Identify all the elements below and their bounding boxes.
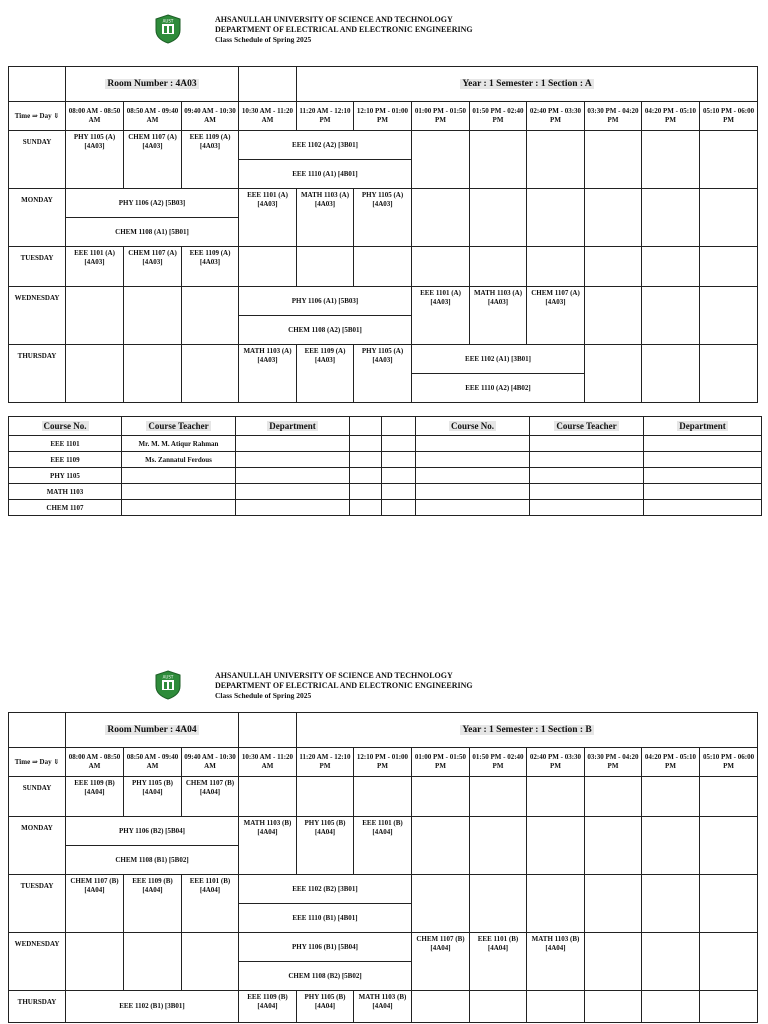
time-slot: 03:30 PM - 04:20 PM [585, 102, 642, 131]
class-cell: PHY 1105 (A) [4A03] [354, 345, 412, 403]
header-text [215, 15, 473, 45]
empty-cell [585, 817, 642, 875]
class-cell: EEE 1102 (B2) [3B01] [239, 875, 412, 904]
empty-cell [585, 189, 642, 247]
empty-cell [585, 933, 642, 991]
schedule-title: Class Schedule of Spring 2025 [215, 35, 312, 44]
class-cell: CHEM 1107 (B) [4A04] [66, 875, 124, 933]
blank-cell [239, 67, 297, 102]
time-slot: 08:50 AM - 09:40 AM [124, 102, 182, 131]
empty-cell [412, 777, 470, 817]
empty-cell [527, 991, 585, 1023]
time-slot: 08:00 AM - 08:50 AM [66, 748, 124, 777]
svg-text:AUST: AUST [162, 674, 174, 680]
time-day-label: Time ⇒ Day ⇓ [9, 102, 66, 131]
empty-cell [297, 777, 354, 817]
empty-cell [66, 287, 124, 345]
header-course-teacher: Course Teacher [530, 417, 644, 436]
empty-cell [470, 875, 527, 933]
time-slot: 11:20 AM - 12:10 PM [297, 748, 354, 777]
table-row [9, 436, 762, 452]
department-name: DEPARTMENT OF ELECTRICAL AND ELECTRONIC ENGINEERING [215, 681, 473, 690]
empty-cell [182, 933, 239, 991]
empty-cell [585, 287, 642, 345]
empty-cell [470, 777, 527, 817]
class-cell: MATH 1103 (A) [4A03] [470, 287, 527, 345]
header-course-teacher: Course Teacher [122, 417, 236, 436]
empty-cell [527, 875, 585, 933]
blank-cell [350, 417, 382, 436]
class-cell: PHY 1105 (A) [4A03] [66, 131, 124, 189]
class-cell: CHEM 1107 (B) [4A04] [182, 777, 239, 817]
header-course-no: Course No. [9, 417, 122, 436]
class-cell: PHY 1106 (B2) [5B04] [66, 817, 239, 846]
class-cell: CHEM 1108 (A2) [5B01] [239, 316, 412, 345]
empty-cell [642, 933, 700, 991]
day-monday: MONDAY [9, 189, 66, 247]
time-slot: 02:40 PM - 03:30 PM [527, 102, 585, 131]
time-slot: 12:10 PM - 01:00 PM [354, 102, 412, 131]
class-cell: PHY 1105 (B) [4A04] [297, 817, 354, 875]
day-sunday: SUNDAY [9, 777, 66, 817]
university-logo-icon [154, 14, 182, 44]
header-text [215, 671, 473, 701]
class-cell: EEE 1109 (B) [4A04] [239, 991, 297, 1023]
table-row [9, 500, 762, 516]
empty-cell [527, 817, 585, 875]
empty-cell [412, 247, 470, 287]
empty-cell [642, 817, 700, 875]
course-teacher-table [8, 416, 762, 516]
empty-cell [470, 189, 527, 247]
empty-cell [700, 991, 758, 1023]
course-no: CHEM 1107 [9, 500, 122, 516]
department-name: DEPARTMENT OF ELECTRICAL AND ELECTRONIC ENGINEERING [215, 25, 473, 34]
room-number: Room Number : 4A03 [66, 67, 239, 102]
schedule-table-section-b [8, 712, 758, 1023]
class-cell: CHEM 1107 (A) [4A03] [527, 287, 585, 345]
time-slot: 09:40 AM - 10:30 AM [182, 102, 239, 131]
blank-cell [9, 713, 66, 748]
empty-cell [700, 345, 758, 403]
empty-cell [642, 247, 700, 287]
time-slot: 01:50 PM - 02:40 PM [470, 748, 527, 777]
class-cell: EEE 1101 (B) [4A04] [354, 817, 412, 875]
schedule-table-section-a [8, 66, 758, 403]
room-number: Room Number : 4A04 [66, 713, 239, 748]
day-sunday: SUNDAY [9, 131, 66, 189]
blank-cell [382, 417, 416, 436]
day-wednesday: WEDNESDAY [9, 933, 66, 991]
course-teacher [122, 484, 236, 500]
day-tuesday: TUESDAY [9, 875, 66, 933]
time-slot: 10:30 AM - 11:20 AM [239, 102, 297, 131]
empty-cell [700, 247, 758, 287]
empty-cell [642, 287, 700, 345]
empty-cell [412, 189, 470, 247]
class-cell: EEE 1110 (A2) [4B02] [412, 374, 585, 403]
time-slot: 08:50 AM - 09:40 AM [124, 748, 182, 777]
empty-cell [527, 247, 585, 287]
class-cell: PHY 1106 (A2) [5B03] [66, 189, 239, 218]
time-slot: 10:30 AM - 11:20 AM [239, 748, 297, 777]
empty-cell [642, 991, 700, 1023]
class-cell: MATH 1103 (A) [4A03] [239, 345, 297, 403]
empty-cell [297, 247, 354, 287]
header-department: Department [644, 417, 762, 436]
empty-cell [585, 131, 642, 189]
time-slot: 01:00 PM - 01:50 PM [412, 748, 470, 777]
blank-cell [9, 67, 66, 102]
course-no: PHY 1105 [9, 468, 122, 484]
day-wednesday: WEDNESDAY [9, 287, 66, 345]
time-slot: 01:50 PM - 02:40 PM [470, 102, 527, 131]
day-thursday: THURSDAY [9, 345, 66, 403]
class-cell: EEE 1109 (A) [4A03] [297, 345, 354, 403]
course-teacher: Ms. Zannatul Ferdous [122, 452, 236, 468]
university-name: AHSANULLAH UNIVERSITY OF SCIENCE AND TECHNOLOGY [215, 671, 453, 680]
empty-cell [124, 933, 182, 991]
course-no: EEE 1101 [9, 436, 122, 452]
class-cell: MATH 1103 (B) [4A04] [354, 991, 412, 1023]
empty-cell [470, 131, 527, 189]
time-slot: 12:10 PM - 01:00 PM [354, 748, 412, 777]
time-slot: 09:40 AM - 10:30 AM [182, 748, 239, 777]
class-cell: PHY 1106 (B1) [5B04] [239, 933, 412, 962]
class-cell: PHY 1105 (B) [4A04] [124, 777, 182, 817]
day-thursday: THURSDAY [9, 991, 66, 1023]
empty-cell [66, 345, 124, 403]
empty-cell [642, 131, 700, 189]
class-cell: EEE 1109 (A) [4A03] [182, 247, 239, 287]
time-day-label: Time ⇒ Day ⇓ [9, 748, 66, 777]
class-cell: EEE 1101 (B) [4A04] [182, 875, 239, 933]
section-title: Year : 1 Semester : 1 Section : A [297, 67, 758, 102]
empty-cell [182, 287, 239, 345]
class-cell: MATH 1103 (A) [4A03] [297, 189, 354, 247]
empty-cell [470, 817, 527, 875]
time-slot: 11:20 AM - 12:10 PM [297, 102, 354, 131]
class-cell: CHEM 1108 (B1) [5B02] [66, 846, 239, 875]
time-slot: 08:00 AM - 08:50 AM [66, 102, 124, 131]
empty-cell [412, 991, 470, 1023]
time-slot: 04:20 PM - 05:10 PM [642, 748, 700, 777]
class-cell: CHEM 1108 (B2) [5B02] [239, 962, 412, 991]
class-cell: MATH 1103 (B) [4A04] [527, 933, 585, 991]
empty-cell [700, 189, 758, 247]
blank-cell [239, 713, 297, 748]
university-name: AHSANULLAH UNIVERSITY OF SCIENCE AND TECHNOLOGY [215, 15, 453, 24]
class-cell: EEE 1110 (A1) [4B01] [239, 160, 412, 189]
section-title: Year : 1 Semester : 1 Section : B [297, 713, 758, 748]
empty-cell [239, 247, 297, 287]
table-row [9, 484, 762, 500]
time-slot: 05:10 PM - 06:00 PM [700, 102, 758, 131]
empty-cell [700, 875, 758, 933]
table-row [9, 468, 762, 484]
time-slot: 03:30 PM - 04:20 PM [585, 748, 642, 777]
empty-cell [470, 991, 527, 1023]
header-department: Department [236, 417, 350, 436]
class-cell: CHEM 1108 (A1) [5B01] [66, 218, 239, 247]
empty-cell [585, 875, 642, 933]
empty-cell [585, 345, 642, 403]
day-tuesday: TUESDAY [9, 247, 66, 287]
class-cell: EEE 1102 (A1) [3B01] [412, 345, 585, 374]
empty-cell [642, 345, 700, 403]
empty-cell [642, 777, 700, 817]
header-course-no: Course No. [416, 417, 530, 436]
class-cell: PHY 1105 (A) [4A03] [354, 189, 412, 247]
empty-cell [642, 875, 700, 933]
empty-cell [124, 345, 182, 403]
empty-cell [124, 287, 182, 345]
header-section-a [0, 14, 768, 54]
empty-cell [700, 933, 758, 991]
class-cell: CHEM 1107 (A) [4A03] [124, 131, 182, 189]
empty-cell [354, 777, 412, 817]
time-slot: 01:00 PM - 01:50 PM [412, 102, 470, 131]
header-section-b [0, 670, 768, 710]
course-no: EEE 1109 [9, 452, 122, 468]
university-logo-icon [154, 670, 182, 700]
empty-cell [527, 131, 585, 189]
empty-cell [527, 189, 585, 247]
time-slot: 02:40 PM - 03:30 PM [527, 748, 585, 777]
course-no: MATH 1103 [9, 484, 122, 500]
class-cell: EEE 1101 (A) [4A03] [239, 189, 297, 247]
day-monday: MONDAY [9, 817, 66, 875]
class-cell: EEE 1101 (A) [4A03] [66, 247, 124, 287]
empty-cell [412, 817, 470, 875]
class-cell: EEE 1101 (A) [4A03] [412, 287, 470, 345]
empty-cell [239, 777, 297, 817]
class-cell: PHY 1105 (B) [4A04] [297, 991, 354, 1023]
course-teacher: Mr. M. M. Atiqur Rahman [122, 436, 236, 452]
class-cell: MATH 1103 (B) [4A04] [239, 817, 297, 875]
course-teacher [122, 500, 236, 516]
class-cell: EEE 1110 (B1) [4B01] [239, 904, 412, 933]
empty-cell [470, 247, 527, 287]
class-cell: EEE 1102 (A2) [3B01] [239, 131, 412, 160]
class-cell: EEE 1109 (B) [4A04] [124, 875, 182, 933]
table-row [9, 452, 762, 468]
empty-cell [585, 247, 642, 287]
class-cell: PHY 1106 (A1) [5B03] [239, 287, 412, 316]
svg-text:AUST: AUST [162, 18, 174, 24]
empty-cell [700, 287, 758, 345]
empty-cell [66, 933, 124, 991]
empty-cell [700, 817, 758, 875]
empty-cell [700, 777, 758, 817]
empty-cell [527, 777, 585, 817]
empty-cell [642, 189, 700, 247]
class-cell: EEE 1109 (B) [4A04] [66, 777, 124, 817]
schedule-title: Class Schedule of Spring 2025 [215, 691, 312, 700]
class-cell: CHEM 1107 (A) [4A03] [124, 247, 182, 287]
empty-cell [412, 131, 470, 189]
time-slot: 05:10 PM - 06:00 PM [700, 748, 758, 777]
empty-cell [412, 875, 470, 933]
empty-cell [585, 991, 642, 1023]
empty-cell [354, 247, 412, 287]
time-slot: 04:20 PM - 05:10 PM [642, 102, 700, 131]
class-cell: EEE 1101 (B) [4A04] [470, 933, 527, 991]
class-cell: EEE 1102 (B1) [3B01] [66, 991, 239, 1023]
empty-cell [585, 777, 642, 817]
course-teacher [122, 468, 236, 484]
empty-cell [700, 131, 758, 189]
class-cell: EEE 1109 (A) [4A03] [182, 131, 239, 189]
empty-cell [182, 345, 239, 403]
class-cell: CHEM 1107 (B) [4A04] [412, 933, 470, 991]
